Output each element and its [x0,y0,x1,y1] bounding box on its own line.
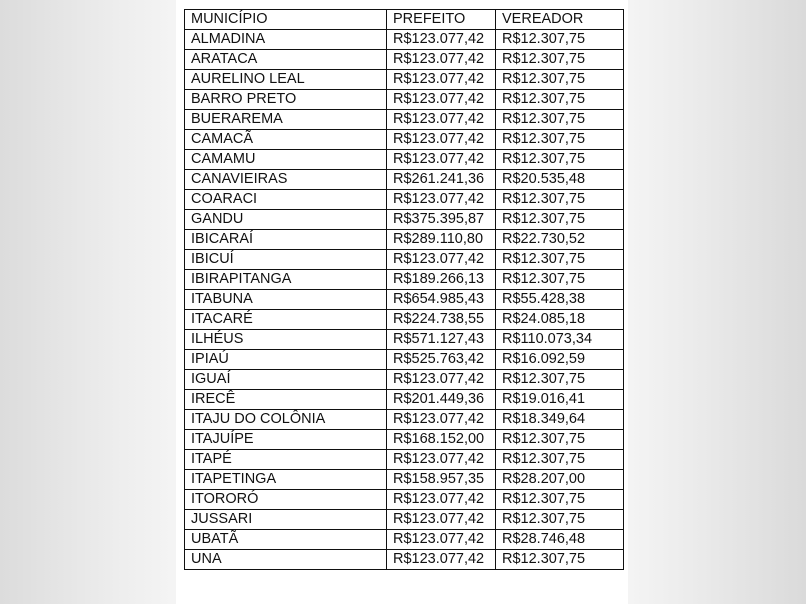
table-row [185,210,624,230]
municipio-cell: JUSSARI [185,510,387,530]
vereador-cell: R$12.307,75 [496,550,624,570]
vereador-cell: R$12.307,75 [496,90,624,110]
municipio-cell: BARRO PRETO [185,90,387,110]
prefeito-cell: R$123.077,42 [387,250,496,270]
prefeito-cell: R$123.077,42 [387,50,496,70]
table-row [185,270,624,290]
prefeito-cell: R$289.110,80 [387,230,496,250]
table-row [185,90,624,110]
municipio-cell: IGUAÍ [185,370,387,390]
header-municipio: MUNICÍPIO [185,10,387,30]
vereador-cell: R$12.307,75 [496,510,624,530]
prefeito-cell: R$571.127,43 [387,330,496,350]
table-row [185,130,624,150]
salary-table [184,9,624,570]
vereador-cell: R$19.016,41 [496,390,624,410]
vereador-cell: R$12.307,75 [496,370,624,390]
prefeito-cell: R$123.077,42 [387,490,496,510]
table-row [185,150,624,170]
municipio-cell: ARATACA [185,50,387,70]
table-row [185,190,624,210]
vereador-cell: R$55.428,38 [496,290,624,310]
prefeito-cell: R$189.266,13 [387,270,496,290]
vereador-cell: R$12.307,75 [496,250,624,270]
table-row [185,390,624,410]
table-row [185,550,624,570]
prefeito-cell: R$123.077,42 [387,410,496,430]
municipio-cell: ITAPETINGA [185,470,387,490]
table-row [185,470,624,490]
municipio-cell: ITORORÓ [185,490,387,510]
table-row [185,70,624,90]
table-row [185,110,624,130]
vereador-cell: R$12.307,75 [496,450,624,470]
vereador-cell: R$12.307,75 [496,190,624,210]
municipio-cell: IBIRAPITANGA [185,270,387,290]
prefeito-cell: R$123.077,42 [387,190,496,210]
vereador-cell: R$28.746,48 [496,530,624,550]
prefeito-cell: R$123.077,42 [387,90,496,110]
vereador-cell: R$12.307,75 [496,150,624,170]
municipio-cell: COARACI [185,190,387,210]
municipio-cell: CANAVIEIRAS [185,170,387,190]
table-row [185,530,624,550]
municipio-cell: UBATÃ [185,530,387,550]
prefeito-cell: R$123.077,42 [387,530,496,550]
municipio-cell: ALMADINA [185,30,387,50]
municipio-cell: CAMACÃ [185,130,387,150]
table-row [185,450,624,470]
table-row [185,310,624,330]
vereador-cell: R$12.307,75 [496,50,624,70]
vereador-cell: R$12.307,75 [496,210,624,230]
municipio-cell: ITAPÉ [185,450,387,470]
municipio-cell: AURELINO LEAL [185,70,387,90]
vereador-cell: R$12.307,75 [496,110,624,130]
table-row [185,290,624,310]
vereador-cell: R$16.092,59 [496,350,624,370]
blurred-background-left [0,0,180,604]
vereador-cell: R$12.307,75 [496,70,624,90]
prefeito-cell: R$123.077,42 [387,150,496,170]
prefeito-cell: R$123.077,42 [387,510,496,530]
prefeito-cell: R$123.077,42 [387,70,496,90]
municipio-cell: CAMAMU [185,150,387,170]
prefeito-cell: R$123.077,42 [387,450,496,470]
municipio-cell: ILHÉUS [185,330,387,350]
prefeito-cell: R$224.738,55 [387,310,496,330]
prefeito-cell: R$123.077,42 [387,130,496,150]
salary-table-body [185,10,624,570]
blurred-background-right [622,0,806,604]
table-row [185,230,624,250]
table-row [185,410,624,430]
prefeito-cell: R$525.763,42 [387,350,496,370]
vereador-cell: R$110.073,34 [496,330,624,350]
municipio-cell: GANDU [185,210,387,230]
municipio-cell: UNA [185,550,387,570]
prefeito-cell: R$123.077,42 [387,110,496,130]
vereador-cell: R$12.307,75 [496,430,624,450]
vereador-cell: R$24.085,18 [496,310,624,330]
header-prefeito: PREFEITO [387,10,496,30]
prefeito-cell: R$123.077,42 [387,370,496,390]
table-row [185,430,624,450]
table-row [185,510,624,530]
vereador-cell: R$18.349,64 [496,410,624,430]
table-row [185,30,624,50]
municipio-cell: IBICARAÍ [185,230,387,250]
municipio-cell: IBICUÍ [185,250,387,270]
table-row [185,350,624,370]
municipio-cell: IRECÊ [185,390,387,410]
prefeito-cell: R$654.985,43 [387,290,496,310]
table-header-row [185,10,624,30]
municipio-cell: BUERAREMA [185,110,387,130]
header-vereador: VEREADOR [496,10,624,30]
municipio-cell: ITAJU DO COLÔNIA [185,410,387,430]
municipio-cell: IPIAÚ [185,350,387,370]
vereador-cell: R$12.307,75 [496,30,624,50]
vereador-cell: R$20.535,48 [496,170,624,190]
table-row [185,330,624,350]
table-row [185,170,624,190]
table-row [185,490,624,510]
vereador-cell: R$12.307,75 [496,490,624,510]
prefeito-cell: R$168.152,00 [387,430,496,450]
prefeito-cell: R$123.077,42 [387,550,496,570]
prefeito-cell: R$261.241,36 [387,170,496,190]
prefeito-cell: R$123.077,42 [387,30,496,50]
prefeito-cell: R$201.449,36 [387,390,496,410]
prefeito-cell: R$158.957,35 [387,470,496,490]
table-row [185,370,624,390]
municipio-cell: ITABUNA [185,290,387,310]
vereador-cell: R$12.307,75 [496,270,624,290]
vereador-cell: R$28.207,00 [496,470,624,490]
municipio-cell: ITAJUÍPE [185,430,387,450]
vereador-cell: R$12.307,75 [496,130,624,150]
prefeito-cell: R$375.395,87 [387,210,496,230]
municipio-cell: ITACARÉ [185,310,387,330]
table-row [185,250,624,270]
table-row [185,50,624,70]
vereador-cell: R$22.730,52 [496,230,624,250]
